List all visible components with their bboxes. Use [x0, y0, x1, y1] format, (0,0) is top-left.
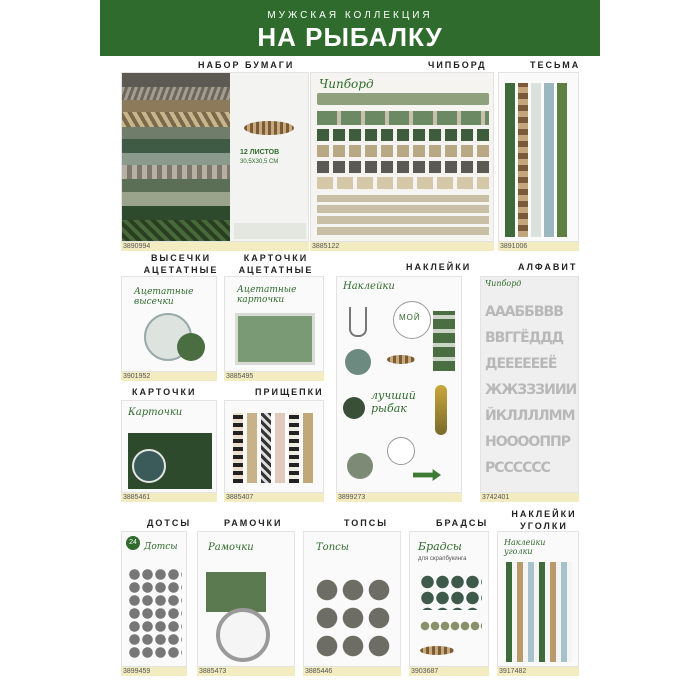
collection-title: НА РЫБАЛКУ	[257, 22, 443, 52]
dots-count: 24	[126, 536, 140, 550]
sku-tops: 3885446	[303, 667, 401, 676]
product-paper-set[interactable]	[121, 72, 309, 242]
clothespin-4	[275, 413, 285, 483]
sku-brads: 3903687	[409, 667, 489, 676]
product-tops[interactable]	[303, 531, 401, 667]
collection-subtitle: МУЖСКАЯ КОЛЛЕКЦИЯ	[267, 10, 433, 21]
cards-title: Карточки	[128, 407, 183, 418]
alphabet-row: НООООППР	[485, 434, 571, 450]
acetate-card	[235, 313, 315, 365]
clothespin-3	[261, 413, 271, 483]
sticker-my: МОЙ	[399, 313, 421, 322]
brads-subtitle: для скрапбукинга	[418, 556, 467, 562]
sku-acetate-diecuts: 3901952	[121, 372, 217, 381]
paper-set-footer	[234, 223, 306, 239]
label-tops: ТОПСЫ	[344, 518, 389, 528]
clothespin-1	[233, 413, 243, 483]
lure-icon	[435, 385, 447, 435]
alphabet-row: РСССССС	[485, 460, 550, 476]
chipboard-row-1	[317, 129, 489, 141]
sticker-photo-3	[347, 453, 373, 479]
sku-acetate-cards: 3885495	[224, 372, 324, 381]
fish-icon	[387, 355, 415, 364]
label-stickers: НАКЛЕЙКИ	[406, 262, 472, 272]
chipboard-labels	[317, 195, 489, 235]
tops-grid	[314, 576, 392, 662]
paper-stripes	[122, 73, 230, 242]
alphabet-letters	[485, 299, 577, 481]
fish-icon	[244, 121, 294, 135]
sku-frames: 3885473	[197, 667, 295, 676]
sku-dots: 3899459	[121, 667, 187, 676]
alphabet-row: ЙКЛЛЛЛММ	[485, 408, 575, 424]
product-corner-stickers[interactable]	[497, 531, 579, 667]
dots-title: Дотсы	[144, 542, 178, 552]
alphabet-row: ДЕЕЕЕЕЕЁ	[485, 356, 557, 372]
alphabet-row: ЖЖЗЗЗИИИ	[485, 382, 577, 398]
tops-title: Топсы	[316, 542, 349, 553]
fish-icon	[420, 646, 454, 655]
product-chipboard[interactable]	[310, 72, 494, 242]
sku-chipboard: 3885122	[310, 242, 494, 251]
chipboard-row-3	[317, 161, 489, 173]
sku-corner-stickers: 3917482	[497, 667, 579, 676]
label-corner-stickers: НАКЛЕЙКИ УГОЛКИ	[511, 509, 577, 531]
brads-title: Брадсы	[418, 540, 462, 553]
sticker-arrows	[433, 311, 455, 371]
cards-circle	[132, 449, 166, 483]
product-brads[interactable]	[409, 531, 489, 667]
alphabet-row: АААББВВВ	[485, 304, 563, 320]
product-dots[interactable]	[121, 531, 187, 667]
acetate-diecuts-title: Ацетатные высечки	[134, 287, 194, 307]
arrow-icon	[413, 469, 441, 481]
label-dots: ДОТСЫ	[147, 518, 192, 528]
chipboard-row-2	[317, 145, 489, 157]
label-ribbon: ТЕСЬМА	[530, 60, 581, 70]
sku-cards: 3885461	[121, 493, 217, 502]
ribbon-2	[518, 83, 528, 237]
chipboard-row-4	[317, 177, 489, 189]
stickers-title: Наклейки	[343, 281, 395, 292]
product-stickers[interactable]	[336, 276, 462, 493]
label-chipboard: ЧИПБОРД	[428, 60, 487, 70]
sku-ribbon: 3891006	[498, 242, 579, 251]
product-acetate-cards[interactable]	[224, 276, 324, 372]
alphabet-row: ВВГГЁДДД	[485, 330, 564, 346]
sticker-photo-1	[345, 349, 371, 375]
product-clothespins[interactable]	[224, 400, 324, 493]
header-banner	[100, 0, 600, 56]
label-frames: РАМОЧКИ	[224, 518, 283, 528]
product-acetate-diecuts[interactable]	[121, 276, 217, 372]
paper-size: 30,5Х30,5 СМ	[240, 159, 279, 165]
brads-small	[420, 618, 482, 634]
sku-clothespins: 3885407	[224, 493, 324, 502]
label-acetate-cards: КАРТОЧКИ АЦЕТАТНЫЕ	[238, 253, 314, 275]
brads-grid	[420, 574, 482, 610]
label-cards: КАРТОЧКИ	[132, 387, 197, 397]
frames-photo	[206, 572, 266, 612]
frames-title: Рамочки	[208, 542, 254, 553]
label-clothespins: ПРИЩЕПКИ	[255, 387, 324, 397]
corner-stripes	[506, 562, 572, 662]
dots-grid	[128, 568, 182, 658]
chipboard-title: Чипборд	[319, 77, 374, 91]
hook-icon	[349, 307, 367, 337]
product-frames[interactable]	[197, 531, 295, 667]
sku-paper-set: 3890994	[121, 242, 309, 251]
product-alphabet[interactable]	[480, 276, 579, 493]
sku-stickers: 3899273	[336, 493, 462, 502]
ribbon-4	[544, 83, 554, 237]
sticker-my-circle-2	[387, 437, 415, 465]
label-alphabet: АЛФАВИТ	[518, 262, 578, 272]
acetate-cards-title: Ацетатные карточки	[237, 285, 297, 305]
corner-stickers-title: Наклейки уголки	[504, 538, 546, 556]
sticker-best: лучший рыбак	[371, 389, 416, 415]
sku-alphabet: 3742401	[480, 493, 579, 502]
label-paper-set: НАБОР БУМАГИ	[198, 60, 295, 70]
ribbon-5	[557, 83, 567, 237]
frame-circle	[216, 608, 270, 662]
product-ribbon[interactable]	[498, 72, 579, 242]
label-acetate-diecuts: ВЫСЕЧКИ АЦЕТАТНЫЕ	[143, 253, 219, 275]
chipboard-arrows	[317, 111, 489, 125]
page	[100, 0, 600, 700]
acetate-circle-2	[177, 333, 205, 361]
clothespin-2	[247, 413, 257, 483]
paper-count: 12 ЛИСТОВ	[240, 149, 280, 156]
paper-set-cover	[230, 73, 309, 242]
chipboard-banner	[317, 93, 489, 105]
product-cards[interactable]	[121, 400, 217, 493]
ribbon-3	[531, 83, 541, 237]
label-brads: БРАДСЫ	[436, 518, 489, 528]
sticker-photo-2	[343, 397, 365, 419]
clothespin-5	[289, 413, 299, 483]
alphabet-title: Чипборд	[485, 279, 522, 288]
clothespin-6	[303, 413, 313, 483]
ribbon-1	[505, 83, 515, 237]
